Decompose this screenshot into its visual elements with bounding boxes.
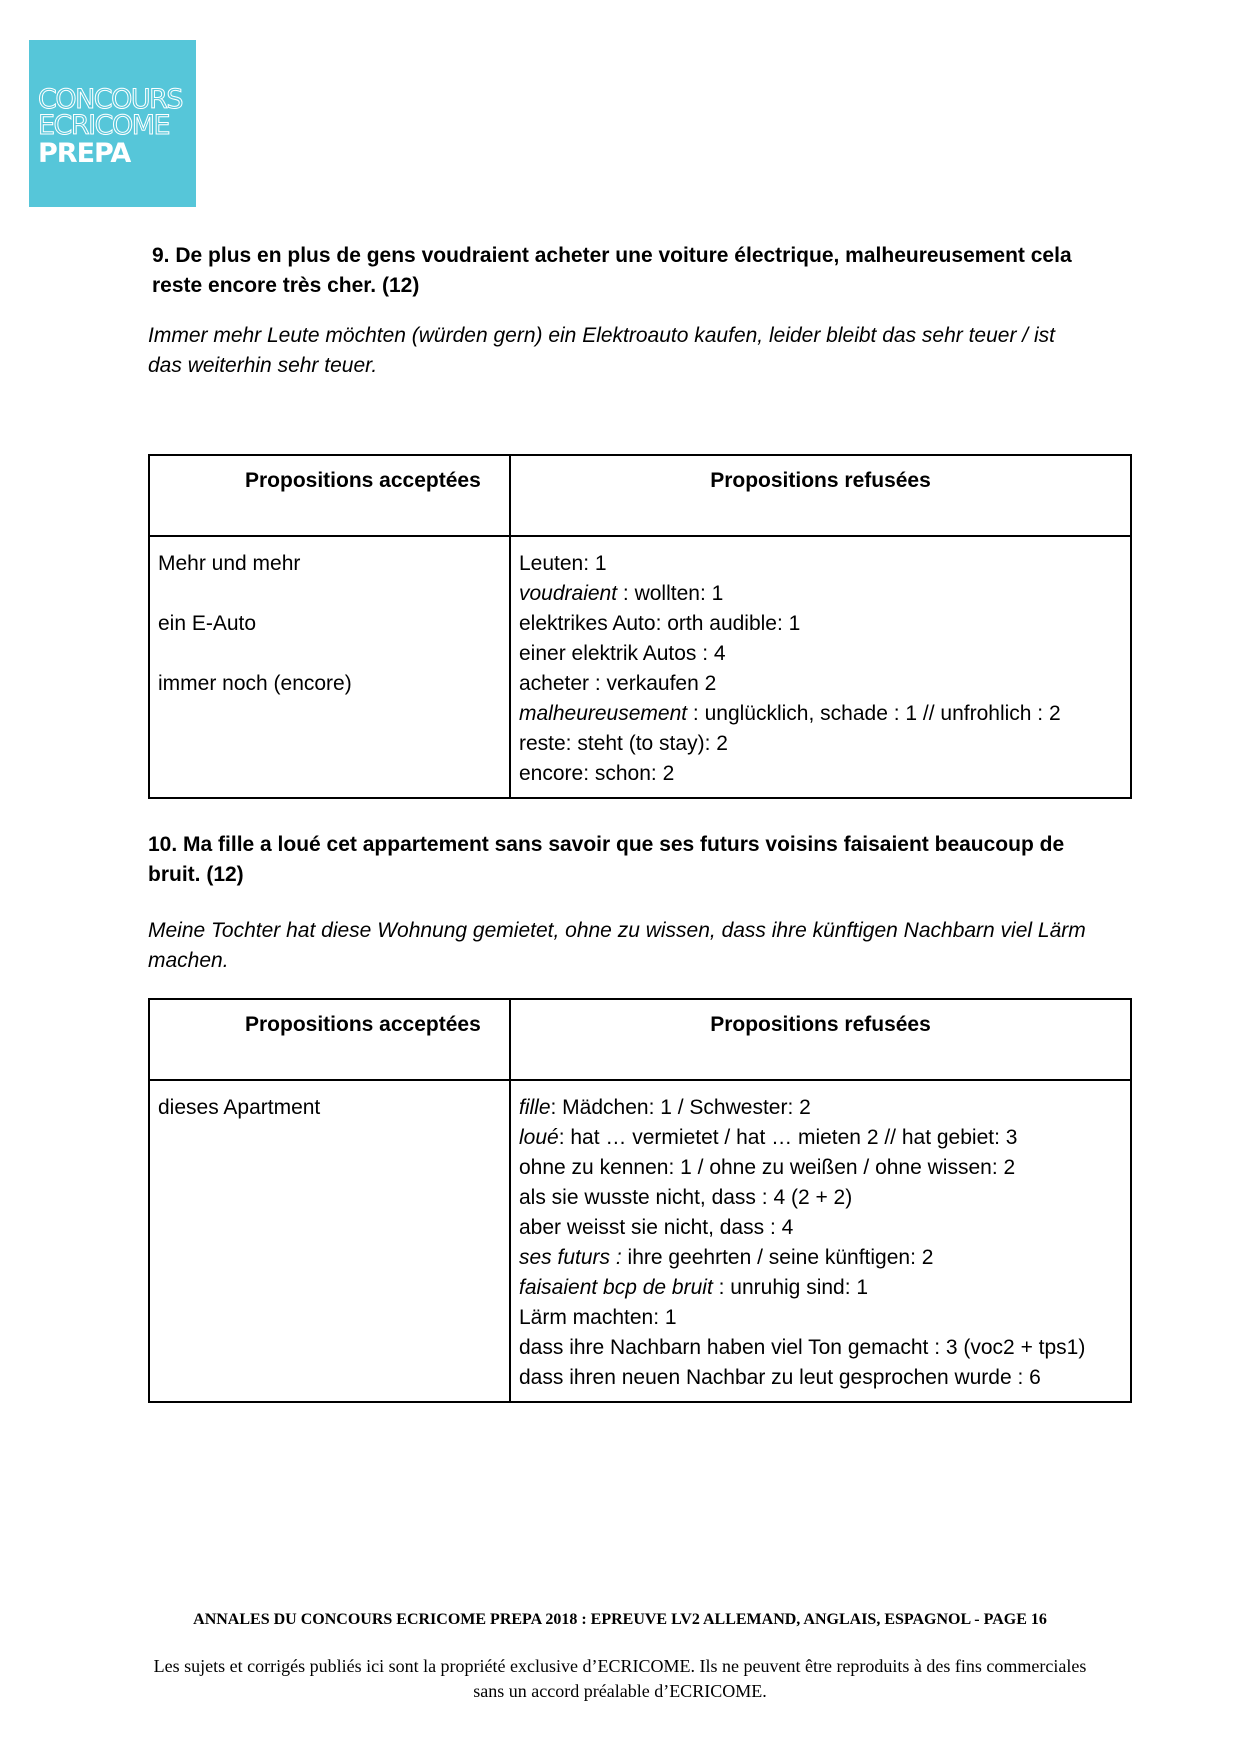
logo-line-concours: CONCOURS [38,84,183,115]
q10-refused-item: aber weisst sie nicht, dass : 4 [519,1216,794,1239]
q10-table-header-row [149,999,1131,1080]
q10-question: 10. Ma fille a loué cet appartement sans savoir que ses futurs voisins faisaient beaucoup de bruit. (12) [148,833,1065,886]
q10-header-accepted-cell [149,999,510,1080]
footer-title: ANNALES DU CONCOURS ECRICOME PREPA 2018 : EPREUVE LV2 ALLEMAND, ANGLAIS, ESPAGNOL - PAGE 16 [193,1611,1047,1628]
q9-header-refused-cell [510,455,1131,536]
q9-accepted-item: immer noch (encore) [158,672,352,695]
q10-header-accepted: Propositions acceptées [245,1013,481,1036]
q9-refused-item: reste: steht (to stay): 2 [519,732,728,755]
q9-refused-item: acheter : verkaufen 2 [519,672,717,695]
q10-refused-item: fille: Mädchen: 1 / Schwester: 2 [519,1096,811,1119]
q10-refused-item: Lärm machten: 1 [519,1306,677,1329]
q10-refused-item: faisaient bcp de bruit : unruhig sind: 1 [519,1276,869,1299]
q10-refused-item: dass ihren neuen Nachbar zu leut gesprochen wurde : 6 [519,1366,1041,1389]
q9-refused-item: Leuten: 1 [519,552,607,575]
q9-refused-cell [510,536,1131,798]
q9-accepted-item: ein E-Auto [158,612,257,635]
footer-copyright-note: Les sujets et corrigés publiés ici sont la propriété exclusive d’ECRICOME. Ils ne peuvent être reproduits à des fins commerciales sans un accord préalable d’ECRICOME. [153,1656,1087,1701]
q9-header-accepted: Propositions acceptées [245,469,481,492]
ecricome-logo [29,40,196,207]
q10-refused-item: ohne zu kennen: 1 / ohne zu weißen / ohne wissen: 2 [519,1156,1016,1179]
q9-refused-item: elektrikes Auto: orth audible: 1 [519,612,801,635]
q9-answer: Immer mehr Leute möchten (würden gern) ein Elektroauto kaufen, leider bleibt das sehr teuer / ist das weiterhin sehr teuer. [148,324,1055,377]
q10-answer: Meine Tochter hat diese Wohnung gemietet, ohne zu wissen, dass ihre künftigen Nachbarn viel Lärm machen. [148,919,1086,972]
q10-accepted-cell [149,1080,510,1402]
q10-refused-item: loué: hat … vermietet / hat … mieten 2 // hat gebiet: 3 [519,1126,1018,1149]
q9-table-body-row [149,536,1131,798]
q9-refused-item: einer elektrik Autos : 4 [519,642,726,665]
q9-header-refused: Propositions refusées [710,469,931,492]
q9-refused-item: voudraient : wollten: 1 [519,582,724,605]
logo-line-prepa: PREPA [38,138,131,169]
q10-header-refused: Propositions refusées [710,1013,931,1036]
q9-table-header-row [149,455,1131,536]
q10-accepted-item: dieses Apartment [158,1096,321,1119]
q9-accepted-item: Mehr und mehr [158,552,301,575]
q10-table [148,998,1132,1403]
q9-header-accepted-cell [149,455,510,536]
q10-refused-cell [510,1080,1131,1402]
q10-table-body-row [149,1080,1131,1402]
q10-refused-item: ses futurs : ihre geehrten / seine künftigen: 2 [519,1246,934,1269]
q9-accepted-cell [149,536,510,798]
q10-header-refused-cell [510,999,1131,1080]
q10-refused-item: als sie wusste nicht, dass : 4 (2 + 2) [519,1186,853,1209]
logo-line-ecricome: ECRICOME [38,110,170,141]
q9-table [148,454,1132,799]
q10-refused-item: dass ihre Nachbarn haben viel Ton gemacht : 3 (voc2 + tps1) [519,1336,1086,1359]
q9-question: 9. De plus en plus de gens voudraient acheter une voiture électrique, malheureusement cela reste encore très cher. (12) [152,244,1072,297]
q9-refused-item: encore: schon: 2 [519,762,675,785]
q9-refused-item: malheureusement : unglücklich, schade : 1 // unfrohlich : 2 [519,702,1061,725]
